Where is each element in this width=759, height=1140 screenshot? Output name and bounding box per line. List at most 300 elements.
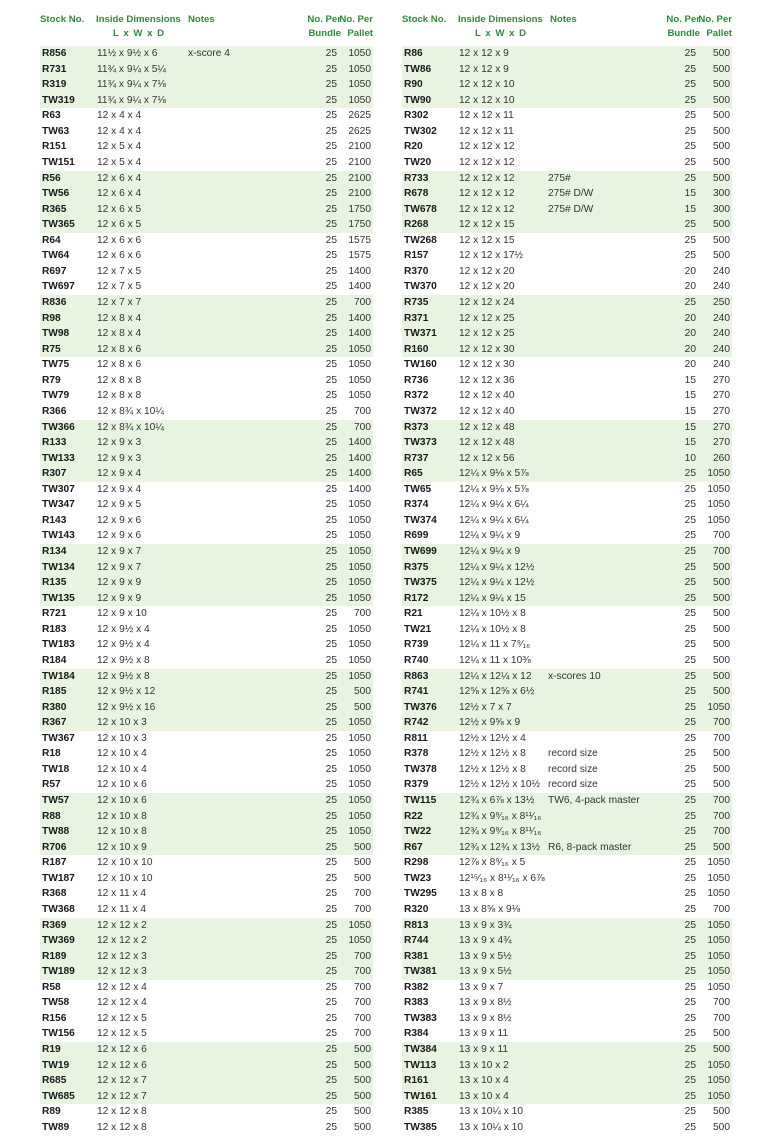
inside-dimensions: 12¾ x 6⅞ x 13½ xyxy=(459,795,535,806)
per-pallet: 700 xyxy=(354,966,371,978)
inside-dimensions: 11¾ x 9¼ x 7⅛ xyxy=(97,94,166,106)
per-bundle: 10 xyxy=(684,452,696,464)
per-bundle: 25 xyxy=(684,577,696,589)
per-pallet: 500 xyxy=(713,172,730,184)
per-bundle: 25 xyxy=(325,966,337,978)
stock-number: R811 xyxy=(404,732,428,744)
per-pallet: 1050 xyxy=(348,795,371,806)
stock-number: TW378 xyxy=(404,763,437,775)
table-row xyxy=(40,1089,373,1105)
per-pallet: 500 xyxy=(713,763,730,775)
stock-number: R740 xyxy=(404,654,429,666)
per-bundle: 25 xyxy=(684,1106,696,1118)
table-row xyxy=(402,528,732,544)
table-row xyxy=(40,918,373,934)
inside-dimensions: 12¼ x 9¼ x 6¼ xyxy=(459,514,529,526)
inside-dimensions: 12 x 10 x 4 xyxy=(97,748,147,760)
per-bundle: 25 xyxy=(684,903,696,915)
stock-number: R685 xyxy=(42,1075,67,1087)
inside-dimensions: 12 x 10 x 9 xyxy=(97,841,147,853)
inside-dimensions: 12 x 12 x 56 xyxy=(459,452,515,464)
per-bundle: 25 xyxy=(684,141,696,153)
table-row xyxy=(402,622,732,638)
inside-dimensions: 12 x 9 x 7 xyxy=(97,546,142,557)
per-pallet: 500 xyxy=(713,110,730,122)
stock-number: R307 xyxy=(42,468,67,480)
table-row xyxy=(402,233,732,249)
table-row xyxy=(402,964,732,980)
inside-dimensions: 13 x 9 x 3¾ xyxy=(459,919,512,931)
per-bundle: 25 xyxy=(325,172,337,184)
table-row xyxy=(40,93,373,109)
inside-dimensions: 12 x 10 x 4 xyxy=(97,763,147,775)
header-bundle-sub: Bundle xyxy=(308,28,341,39)
table-row xyxy=(40,124,373,140)
per-pallet: 500 xyxy=(713,156,730,168)
inside-dimensions: 12 x 8 x 8 xyxy=(97,390,142,402)
stock-number: TW56 xyxy=(42,188,70,200)
per-pallet: 500 xyxy=(713,608,730,620)
per-bundle: 25 xyxy=(684,795,696,806)
inside-dimensions: 12 x 6 x 5 xyxy=(97,219,142,231)
per-bundle: 25 xyxy=(684,94,696,106)
table-row xyxy=(402,715,732,731)
table-header xyxy=(40,9,373,46)
per-bundle: 25 xyxy=(325,810,337,822)
inside-dimensions: 12 x 8 x 4 xyxy=(97,312,142,324)
stock-number: R160 xyxy=(404,343,429,355)
inside-dimensions: 12 x 12 x 40 xyxy=(459,405,515,417)
per-bundle: 25 xyxy=(684,219,696,231)
stock-number: R383 xyxy=(404,997,429,1009)
inside-dimensions: 13 x 8 x 8 xyxy=(459,888,504,900)
stock-number: R379 xyxy=(404,779,429,791)
inside-dimensions: 12 x 10 x 8 xyxy=(97,826,147,838)
inside-dimensions: 12 x 9 x 4 xyxy=(97,483,142,495)
table-row xyxy=(402,1058,732,1074)
per-pallet: 1050 xyxy=(707,966,730,978)
table-row xyxy=(402,1026,732,1042)
table-row xyxy=(40,560,373,576)
per-bundle: 25 xyxy=(325,390,337,402)
per-bundle: 25 xyxy=(325,219,337,231)
table-row xyxy=(402,264,732,280)
inside-dimensions: 12 x 12 x 7 xyxy=(97,1075,147,1087)
table-row xyxy=(402,871,732,887)
stock-number: TW113 xyxy=(404,1059,437,1071)
stock-number: TW18 xyxy=(42,763,70,775)
inside-dimensions: 12 x 9 x 3 xyxy=(97,437,142,449)
inside-dimensions: 12 x 6 x 4 xyxy=(97,172,142,184)
stock-number: TW151 xyxy=(42,156,75,168)
per-bundle: 25 xyxy=(684,966,696,978)
right-table xyxy=(402,9,732,1139)
per-bundle: 25 xyxy=(325,48,337,59)
per-bundle: 25 xyxy=(325,639,337,651)
per-pallet: 1050 xyxy=(707,888,730,900)
stock-number: TW57 xyxy=(42,795,70,806)
stock-number: TW385 xyxy=(404,1121,437,1133)
table-row xyxy=(40,653,373,669)
table-row xyxy=(402,171,732,187)
table-row xyxy=(40,793,373,809)
stock-number: R813 xyxy=(404,919,429,931)
table-row xyxy=(40,933,373,949)
stock-number: TW135 xyxy=(42,592,75,604)
stock-number: TW65 xyxy=(404,483,432,495)
stock-number: TW319 xyxy=(42,94,75,106)
per-pallet: 700 xyxy=(354,981,371,993)
table-row xyxy=(402,342,732,358)
per-bundle: 15 xyxy=(684,188,696,200)
inside-dimensions: 12 x 9½ x 4 xyxy=(97,623,150,635)
per-pallet: 700 xyxy=(354,888,371,900)
stock-number: R98 xyxy=(42,312,61,324)
table-row xyxy=(40,357,373,373)
per-bundle: 25 xyxy=(325,732,337,744)
header-dimensions: Inside Dimensions xyxy=(458,14,543,25)
table-row xyxy=(40,606,373,622)
table-row xyxy=(40,591,373,607)
table-row xyxy=(402,186,732,202)
table-row xyxy=(40,139,373,155)
per-pallet: 500 xyxy=(713,234,730,246)
per-bundle: 25 xyxy=(325,141,337,153)
per-pallet: 500 xyxy=(713,577,730,589)
header-bundle: No. Per xyxy=(666,14,700,25)
per-bundle: 25 xyxy=(325,1090,337,1102)
per-bundle: 25 xyxy=(325,1059,337,1071)
table-row xyxy=(40,575,373,591)
table-body xyxy=(402,46,732,1135)
table-row xyxy=(402,466,732,482)
inside-dimensions: 12 x 9½ x 12 xyxy=(97,686,156,698)
per-pallet: 700 xyxy=(354,903,371,915)
inside-dimensions: 12 x 8 x 6 xyxy=(97,359,142,371)
inside-dimensions: 12 x 12 x 11 xyxy=(459,110,514,122)
stock-number: TW368 xyxy=(42,903,75,915)
per-pallet: 1050 xyxy=(348,390,371,402)
stock-number: TW372 xyxy=(404,405,437,417)
per-bundle: 25 xyxy=(325,717,337,729)
stock-number: R373 xyxy=(404,421,429,433)
table-row xyxy=(40,1058,373,1074)
table-row xyxy=(40,217,373,233)
table-row xyxy=(402,824,732,840)
stock-number: R67 xyxy=(404,841,423,853)
per-pallet: 700 xyxy=(713,717,730,729)
inside-dimensions: 12 x 10 x 10 xyxy=(97,872,153,884)
stock-number: TW98 xyxy=(42,328,70,340)
notes: record size xyxy=(548,748,598,760)
per-pallet: 270 xyxy=(713,374,730,386)
per-bundle: 25 xyxy=(325,405,337,417)
table-row xyxy=(40,731,373,747)
per-bundle: 25 xyxy=(325,857,337,869)
table-row xyxy=(402,451,732,467)
per-pallet: 500 xyxy=(713,219,730,231)
per-bundle: 25 xyxy=(684,608,696,620)
inside-dimensions: 12 x 11 x 4 xyxy=(97,888,147,900)
per-bundle: 25 xyxy=(684,639,696,651)
table-row xyxy=(40,202,373,218)
stock-number: R161 xyxy=(404,1075,429,1087)
per-pallet: 500 xyxy=(713,561,730,573)
inside-dimensions: 12 x 9 x 9 xyxy=(97,577,142,589)
per-pallet: 700 xyxy=(354,997,371,1009)
table-row xyxy=(402,279,732,295)
per-pallet: 700 xyxy=(713,732,730,744)
stock-number: R65 xyxy=(404,468,423,480)
inside-dimensions: 12 x 12 x 7 xyxy=(97,1090,147,1102)
stock-number: TW134 xyxy=(42,561,75,573)
table-row xyxy=(40,264,373,280)
stock-number: TW63 xyxy=(42,125,70,137)
table-row xyxy=(40,855,373,871)
notes: record size xyxy=(548,763,598,775)
table-row xyxy=(402,311,732,327)
per-pallet: 700 xyxy=(354,950,371,962)
stock-number: R134 xyxy=(42,546,67,557)
per-pallet: 1050 xyxy=(348,343,371,355)
per-pallet: 500 xyxy=(354,872,371,884)
table-row xyxy=(402,762,732,778)
stock-number: TW370 xyxy=(404,281,437,293)
stock-number: R86 xyxy=(404,48,423,59)
notes: 275# D/W xyxy=(548,203,594,215)
per-bundle: 25 xyxy=(684,888,696,900)
per-bundle: 25 xyxy=(325,1028,337,1040)
per-bundle: 25 xyxy=(684,110,696,122)
stock-number: R189 xyxy=(42,950,67,962)
per-pallet: 270 xyxy=(713,437,730,449)
per-pallet: 500 xyxy=(354,1075,371,1087)
per-bundle: 25 xyxy=(325,94,337,106)
per-pallet: 700 xyxy=(713,1012,730,1024)
stock-number: TW371 xyxy=(404,328,437,340)
per-bundle: 25 xyxy=(325,530,337,542)
table-row xyxy=(40,482,373,498)
per-bundle: 25 xyxy=(684,79,696,91)
notes: record size xyxy=(548,779,598,791)
stock-number: R366 xyxy=(42,405,67,417)
per-pallet: 1050 xyxy=(707,857,730,869)
inside-dimensions: 12 x 9½ x 8 xyxy=(97,654,150,666)
table-row xyxy=(402,217,732,233)
per-bundle: 25 xyxy=(325,592,337,604)
per-bundle: 25 xyxy=(325,1106,337,1118)
per-bundle: 25 xyxy=(325,1121,337,1133)
stock-number: TW366 xyxy=(42,421,75,433)
per-bundle: 25 xyxy=(684,250,696,262)
header-pallet: No. Per xyxy=(339,14,373,25)
header-pallet: No. Per xyxy=(698,14,732,25)
per-bundle: 25 xyxy=(325,997,337,1009)
inside-dimensions: 12 x 12 x 5 xyxy=(97,1012,147,1024)
inside-dimensions: 12 x 12 x 2 xyxy=(97,919,147,931)
stock-number: R75 xyxy=(42,343,61,355)
table-row xyxy=(402,404,732,420)
per-pallet: 1050 xyxy=(348,499,371,511)
per-pallet: 500 xyxy=(713,639,730,651)
per-bundle: 25 xyxy=(325,343,337,355)
per-bundle: 25 xyxy=(325,328,337,340)
inside-dimensions: 12 x 12 x 12 xyxy=(459,203,515,215)
stock-number: TW90 xyxy=(404,94,432,106)
stock-number: R706 xyxy=(42,841,67,853)
per-bundle: 25 xyxy=(684,1075,696,1087)
per-bundle: 25 xyxy=(325,546,337,557)
table-row xyxy=(40,964,373,980)
stock-number: R302 xyxy=(404,110,429,122)
inside-dimensions: 12 x 12 x 10 xyxy=(459,79,515,91)
inside-dimensions: 12¾ x 12¾ x 13½ xyxy=(459,841,540,853)
per-bundle: 25 xyxy=(684,1044,696,1055)
stock-number: TW383 xyxy=(404,1012,437,1024)
stock-number: TW375 xyxy=(404,577,437,589)
per-pallet: 1050 xyxy=(348,94,371,106)
per-pallet: 1050 xyxy=(707,701,730,713)
per-pallet: 1575 xyxy=(348,250,371,262)
per-pallet: 270 xyxy=(713,421,730,433)
per-pallet: 1050 xyxy=(348,717,371,729)
stock-number: R156 xyxy=(42,1012,67,1024)
per-bundle: 25 xyxy=(325,63,337,75)
header-stock-no: Stock No. xyxy=(40,14,85,25)
stock-number: R856 xyxy=(42,48,67,59)
table-row xyxy=(402,1120,732,1136)
table-row xyxy=(40,279,373,295)
per-pallet: 700 xyxy=(354,1028,371,1040)
inside-dimensions: 12 x 9 x 9 xyxy=(97,592,142,604)
per-pallet: 500 xyxy=(713,1106,730,1118)
table-row xyxy=(402,139,732,155)
table-row xyxy=(402,77,732,93)
table-row xyxy=(40,824,373,840)
per-bundle: 25 xyxy=(325,763,337,775)
table-row xyxy=(40,809,373,825)
per-bundle: 25 xyxy=(325,468,337,480)
stock-number: R79 xyxy=(42,374,61,386)
stock-number: R741 xyxy=(404,686,429,698)
table-row xyxy=(402,684,732,700)
per-bundle: 25 xyxy=(325,421,337,433)
stock-number: R268 xyxy=(404,219,429,231)
stock-number: TW189 xyxy=(42,966,75,978)
table-row xyxy=(40,1120,373,1136)
stock-number: TW156 xyxy=(42,1028,75,1040)
table-body xyxy=(40,46,373,1135)
table-row xyxy=(40,871,373,887)
per-pallet: 1400 xyxy=(348,328,371,340)
per-bundle: 25 xyxy=(325,795,337,806)
stock-number: TW187 xyxy=(42,872,75,884)
per-bundle: 25 xyxy=(684,935,696,947)
inside-dimensions: 12 x 9 x 7 xyxy=(97,561,142,573)
inside-dimensions: 12 x 12 x 30 xyxy=(459,343,515,355)
table-row xyxy=(40,62,373,78)
stock-number: TW58 xyxy=(42,997,70,1009)
table-row xyxy=(40,1011,373,1027)
inside-dimensions: 12 x 10 x 3 xyxy=(97,717,147,729)
per-pallet: 500 xyxy=(713,79,730,91)
table-row xyxy=(402,840,732,856)
table-row xyxy=(402,1104,732,1120)
table-row xyxy=(40,1104,373,1120)
table-row xyxy=(402,886,732,902)
inside-dimensions: 12 x 12 x 8 xyxy=(97,1106,147,1118)
stock-number: R133 xyxy=(42,437,67,449)
per-pallet: 1400 xyxy=(348,265,371,277)
inside-dimensions: 12 x 6 x 6 xyxy=(97,234,142,246)
per-bundle: 20 xyxy=(684,281,696,293)
per-pallet: 1050 xyxy=(348,748,371,760)
stock-number: TW697 xyxy=(42,281,75,293)
inside-dimensions: 12 x 8¾ x 10¼ xyxy=(97,405,164,417)
notes: R6, 8-pack master xyxy=(548,841,632,853)
inside-dimensions: 12 x 12 x 40 xyxy=(459,390,515,402)
per-pallet: 1050 xyxy=(707,872,730,884)
inside-dimensions: 12½ x 7 x 7 xyxy=(459,701,512,713)
stock-number: TW143 xyxy=(42,530,75,542)
inside-dimensions: 13 x 9 x 11 xyxy=(459,1044,509,1055)
header-dimensions: Inside Dimensions xyxy=(96,14,181,25)
per-pallet: 1050 xyxy=(707,499,730,511)
per-pallet: 300 xyxy=(713,188,730,200)
inside-dimensions: 12 x 4 x 4 xyxy=(97,125,142,137)
inside-dimensions: 12 x 9 x 6 xyxy=(97,514,142,526)
per-pallet: 700 xyxy=(713,795,730,806)
per-bundle: 25 xyxy=(325,1075,337,1087)
stock-number: R187 xyxy=(42,857,67,869)
per-bundle: 25 xyxy=(325,125,337,137)
inside-dimensions: 12¼ x 9¼ x 9 xyxy=(459,530,521,542)
stock-number: R378 xyxy=(404,748,429,760)
stock-number: R375 xyxy=(404,561,429,573)
per-pallet: 250 xyxy=(713,297,730,308)
per-pallet: 500 xyxy=(713,670,730,682)
stock-number: R697 xyxy=(42,265,67,277)
inside-dimensions: 12 x 12 x 15 xyxy=(459,219,515,231)
table-row xyxy=(402,746,732,762)
per-bundle: 25 xyxy=(325,265,337,277)
stock-number: R185 xyxy=(42,686,67,698)
per-pallet: 1050 xyxy=(348,374,371,386)
table-row xyxy=(402,980,732,996)
per-bundle: 25 xyxy=(684,514,696,526)
per-pallet: 270 xyxy=(713,390,730,402)
inside-dimensions: 12 x 12 x 48 xyxy=(459,421,515,433)
stock-number: R744 xyxy=(404,935,429,947)
per-pallet: 1050 xyxy=(707,919,730,931)
per-pallet: 300 xyxy=(713,203,730,215)
stock-number: R836 xyxy=(42,297,67,308)
per-pallet: 2100 xyxy=(348,172,371,184)
per-pallet: 1050 xyxy=(348,935,371,947)
header-pallet-sub: Pallet xyxy=(347,28,373,39)
inside-dimensions: 12 x 12 x 30 xyxy=(459,359,515,371)
per-bundle: 25 xyxy=(325,701,337,713)
per-pallet: 500 xyxy=(713,779,730,791)
per-bundle: 25 xyxy=(684,950,696,962)
per-bundle: 25 xyxy=(325,841,337,853)
inside-dimensions: 12 x 4 x 4 xyxy=(97,110,142,122)
per-pallet: 1050 xyxy=(348,79,371,91)
stock-number: TW22 xyxy=(404,826,432,838)
table-row xyxy=(402,855,732,871)
inside-dimensions: 12 x 9½ x 16 xyxy=(97,701,156,713)
stock-number: R57 xyxy=(42,779,61,791)
